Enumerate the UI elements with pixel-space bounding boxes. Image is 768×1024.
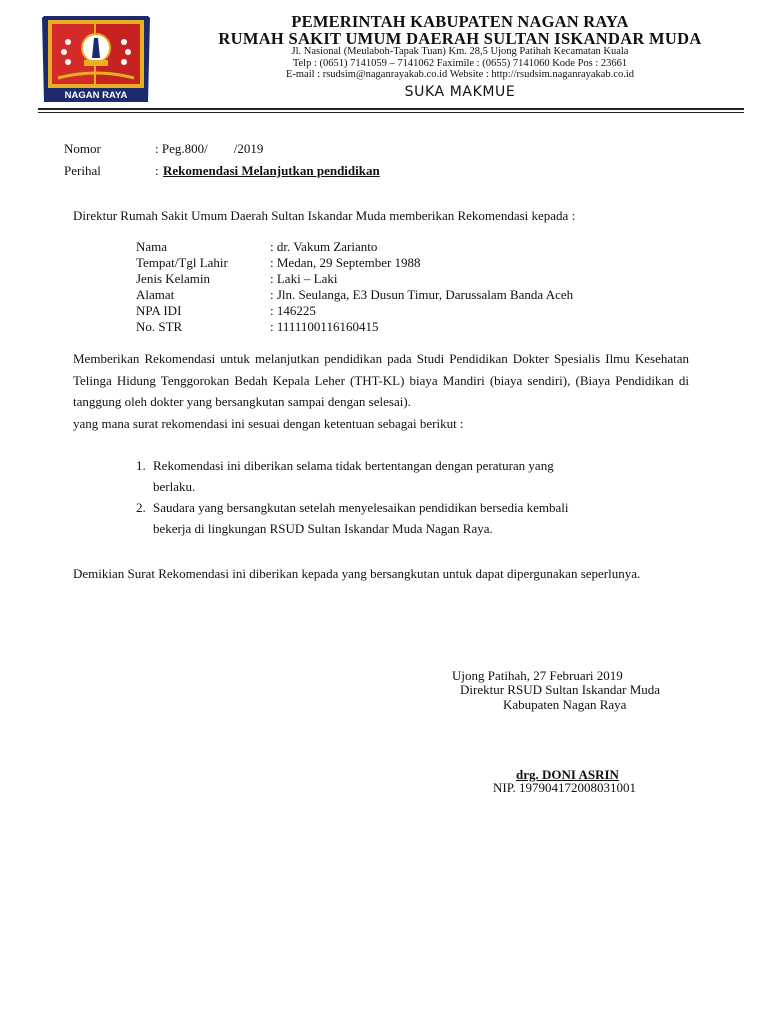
- signatory-nip: NIP. 197904172008031001: [493, 780, 637, 795]
- letterhead-government: PEMERINTAH KABUPATEN NAGAN RAYA: [291, 12, 629, 31]
- identity-label-npa: NPA IDI: [136, 303, 182, 318]
- term-line: Saudara yang bersangkutan setelah menyelesaikan pendidikan bersedia kembali: [153, 500, 569, 515]
- term-line: Rekomendasi ini diberikan selama tidak bertentangan dengan peraturan yang: [153, 458, 554, 473]
- identity-label-nama: Nama: [136, 239, 168, 254]
- body-paragraph: Memberikan Rekomendasi untuk melanjutkan pendidikan pada Studi Pendidikan Dokter Spesialis Ilmu Kesehatan Telinga Hidung Tenggorokan Bedah Kepala Leher (THT-KL) biaya Mandiri (biaya sendiri), (Biaya Pendidikan di tanggung oleh dokter yang bersangkutan sampai dengan selesai).: [73, 351, 689, 409]
- identity-label-alamat: Alamat: [136, 287, 175, 302]
- term-line: berlaku.: [153, 479, 196, 494]
- signature-title: Direktur RSUD Sultan Iskandar Muda: [460, 682, 661, 697]
- perihal-value: Rekomendasi Melanjutkan pendidikan: [163, 163, 380, 178]
- perihal-label: Perihal: [64, 163, 101, 178]
- header-divider-thin: [38, 112, 744, 113]
- identity-value-alamat: : Jln. Seulanga, E3 Dusun Timur, Darussalam Banda Aceh: [270, 287, 574, 302]
- term-number: 1.: [136, 458, 146, 473]
- identity-label-gender: Jenis Kelamin: [136, 271, 211, 286]
- identity-value-ttl: : Medan, 29 September 1988: [270, 255, 421, 270]
- letterhead-city: SUKA MAKMUE: [404, 84, 516, 100]
- perihal-colon: :: [155, 163, 159, 178]
- identity-value-npa: : 146225: [270, 303, 316, 318]
- identity-label-ttl: Tempat/Tgl Lahir: [136, 255, 228, 270]
- closing-paragraph: Demikian Surat Rekomendasi ini diberikan kepada yang bersangkutan untuk dapat dipergunakan seperlunya.: [73, 566, 641, 581]
- term-line: bekerja di lingkungan RSUD Sultan Iskandar Muda Nagan Raya.: [153, 521, 493, 536]
- header-divider: [38, 108, 744, 110]
- identity-value-nama: : dr. Vakum Zarianto: [270, 239, 378, 254]
- signatory-name: drg. DONI ASRIN: [516, 767, 619, 782]
- signature-title-region: Kabupaten Nagan Raya: [503, 697, 627, 712]
- letterhead-email: E-mail : rsudsim@naganrayakab.co.id Website : http://rsudsim.naganrayakab.co.id: [285, 69, 635, 80]
- letterhead-phone: Telp : (0651) 7141059 – 7141062 Faximile : (0655) 7141060 Kode Pos : 23661: [292, 58, 628, 69]
- letterhead-address: Jl. Nasional (Meulaboh-Tapak Tuan) Km. 28,5 Ujong Patihah Kecamatan Kuala: [291, 46, 629, 57]
- body-paragraph-last-line: yang mana surat rekomendasi ini sesuai dengan ketentuan sebagai berikut :: [73, 416, 464, 431]
- intro-line: Direktur Rumah Sakit Umum Daerah Sultan Iskandar Muda memberikan Rekomendasi kepada :: [73, 208, 576, 223]
- nomor-label: Nomor: [64, 141, 101, 156]
- nomor-value: : Peg.800/ /2019: [155, 141, 264, 156]
- identity-value-gender: : Laki – Laki: [270, 271, 338, 286]
- term-number: 2.: [136, 500, 146, 515]
- identity-label-str: No. STR: [136, 319, 183, 334]
- identity-value-str: : 1111100116160415: [270, 319, 379, 334]
- logo-caption: NAGAN RAYA: [64, 90, 128, 101]
- letterhead-hospital-name: RUMAH SAKIT UMUM DAERAH SULTAN ISKANDAR MUDA: [218, 29, 702, 48]
- signature-place-date: Ujong Patihah, 27 Februari 2019: [452, 668, 623, 683]
